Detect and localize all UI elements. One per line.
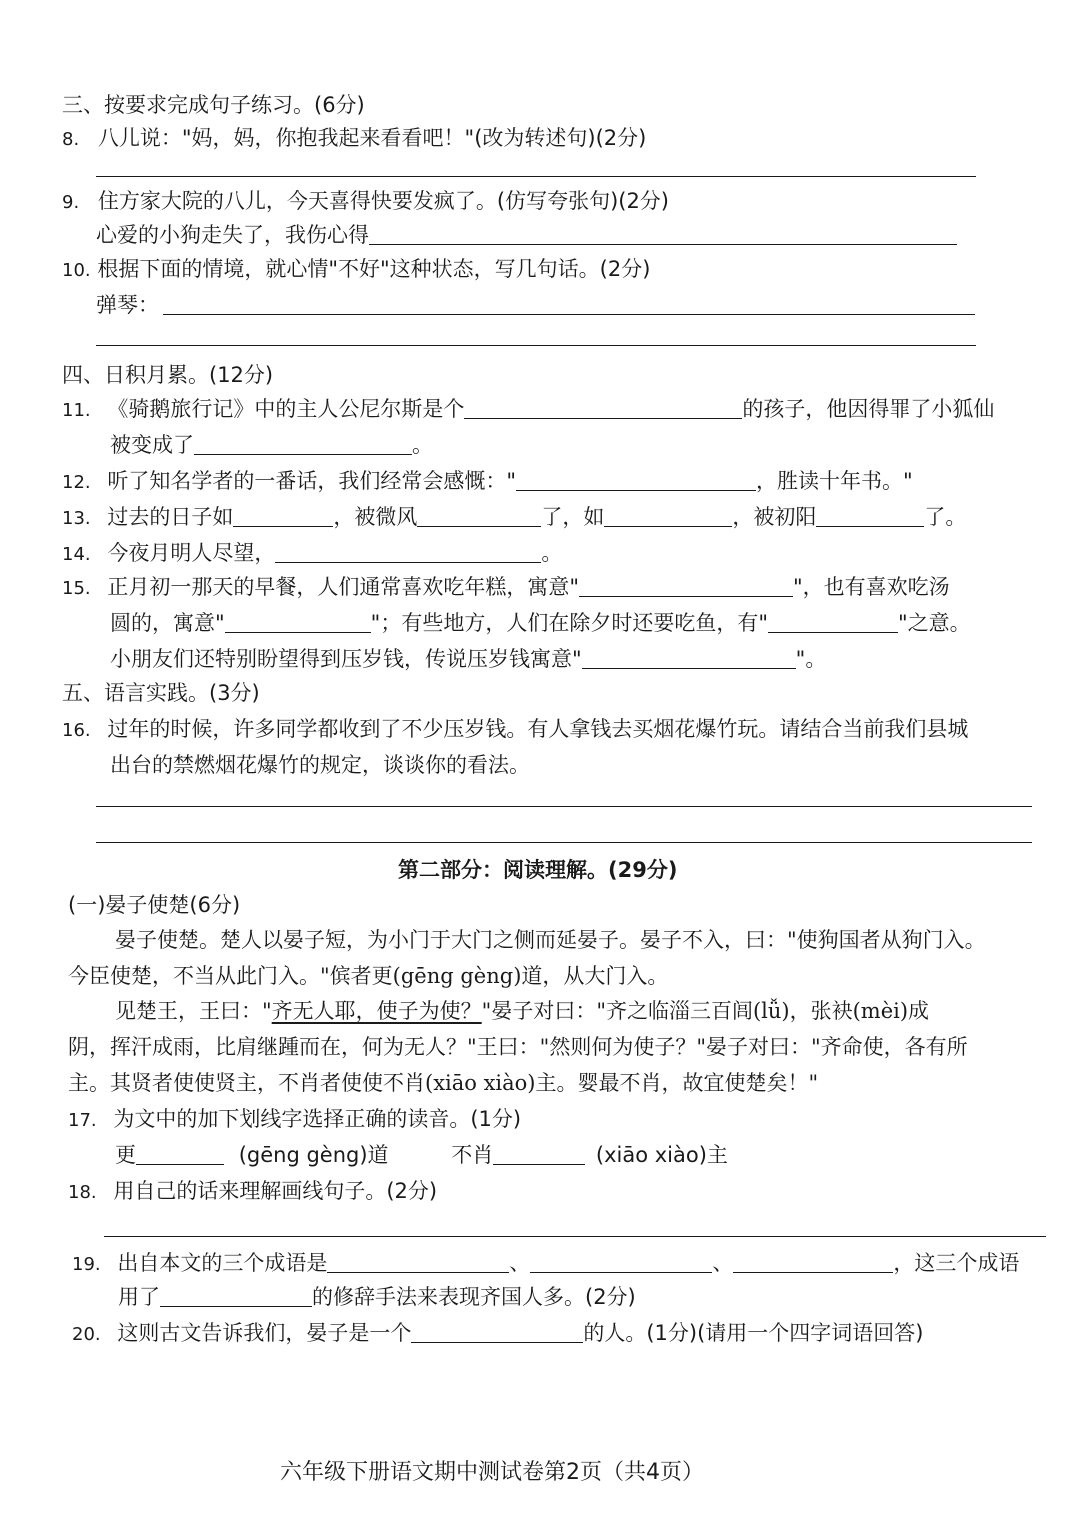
passage-line: 阴，挥汗成雨，比肩继踵而在，何为无人？"王曰："然则何为使子？"晏子对曰："齐命使，各有所 [68,1035,968,1059]
answer-blank[interactable] [768,610,898,633]
answer-blank[interactable] [163,292,975,315]
question-text: 用了 [118,1285,160,1309]
answer-line[interactable] [96,345,976,346]
answer-blank[interactable] [816,504,924,527]
question-text: "，也有喜欢吃汤 [793,575,950,599]
answer-blank[interactable] [411,1320,583,1343]
question-13 [62,502,966,534]
answer-blank[interactable] [233,504,333,527]
question-text: 根据下面的情境，就心情"不好"这种状态，写几句话。(2分) [97,257,651,281]
answer-line[interactable] [96,176,976,177]
question-text: 《骑鹅旅行记》中的主人公尼尔斯是个 [107,397,465,421]
question-text: 用自己的话来理解画线句子。(2分) [113,1179,438,1203]
question-8 [62,123,646,155]
answer-blank[interactable] [493,1142,585,1165]
question-text: 这则古文告诉我们，晏子是一个 [117,1321,412,1345]
pinyin-options: (xiāo xiào)主 [595,1143,728,1167]
prompt-text: 弹琴： [96,293,159,317]
answer-blank[interactable] [733,1250,893,1273]
question-text: 的孩子，他因得罪了小狐仙 [742,397,995,421]
question-text: 过年的时候，许多同学都收到了不少压岁钱。有人拿钱去买烟花爆竹玩。请结合当前我们县城 [107,717,969,741]
passage-text: 见楚王，王曰：" [115,999,272,1023]
question-text: 了。 [924,505,967,529]
question-20 [72,1318,923,1350]
answer-blank[interactable] [604,504,732,527]
answer-blank[interactable] [516,468,756,491]
answer-blank[interactable] [579,574,793,597]
question-text: 出自本文的三个成语是 [117,1251,328,1275]
answer-blank[interactable] [194,432,412,455]
answer-blank[interactable] [582,646,796,669]
question-number: 9. [62,192,80,213]
question-number: 20. [72,1324,101,1345]
question-text: 不肖 [451,1143,494,1167]
question-text: 八儿说："妈，妈，你抱我起来看看吧！"(改为转述句)(2分) [97,126,647,150]
question-text: 为文中的加下划线字选择正确的读音。(1分) [113,1107,522,1131]
question-16 [62,714,968,746]
question-number: 16. [62,720,91,741]
question-number: 18. [68,1182,97,1203]
question-15-cont [110,608,971,638]
question-text: 正月初一那天的早餐，人们通常喜欢吃年糕，寓意" [107,575,579,599]
question-11-cont [110,430,433,460]
question-text: "之意。 [898,611,971,635]
question-10-prompt [96,290,975,320]
question-17-options [115,1140,728,1170]
question-18 [68,1176,437,1208]
answer-line[interactable] [96,806,1032,807]
passage-text: "晏子对曰："齐之临淄三百闾(lǚ)，张袂(mèi)成 [481,999,930,1023]
question-text: 。 [412,433,433,457]
separator: 、 [509,1251,531,1275]
question-text: 小朋友们还特别盼望得到压岁钱，传说压岁钱寓意" [110,647,582,671]
question-text: ，被初阳 [732,505,817,529]
passage-line [115,996,929,1026]
answer-line[interactable] [96,842,1032,843]
question-number: 10. [62,260,91,281]
answer-blank[interactable] [417,504,541,527]
answer-blank[interactable] [225,610,371,633]
underlined-sentence: 齐无人耶，使子为使？ [271,999,482,1023]
answer-blank[interactable] [369,222,957,245]
question-19-cont [118,1282,636,1312]
answer-blank[interactable] [160,1284,312,1307]
question-text: 圆的，寓意" [110,611,225,635]
question-number: 15. [62,578,91,599]
page-footer: 六年级下册语文期中测试卷第2页（共4页） [280,1460,704,1485]
question-number: 19. [72,1254,101,1275]
question-text: 今夜月明人尽望， [107,541,276,565]
question-text: 被变成了 [110,433,194,457]
question-12 [62,466,913,498]
part-2-heading: 第二部分：阅读理解。(29分) [398,858,678,882]
answer-blank[interactable] [136,1142,224,1165]
question-14 [62,538,562,570]
passage-line: 今臣使楚，不当从此门入。"傧者更(gēng gèng)道，从大门入。 [68,964,669,988]
question-9 [62,186,669,218]
question-text: 过去的日子如 [107,505,234,529]
question-number: 8. [62,129,80,150]
question-text: ，被微风 [333,505,418,529]
section-4-heading: 四、日积月累。(12分) [62,363,274,387]
question-text: 。 [541,541,563,565]
question-17 [68,1104,521,1136]
answer-blank[interactable] [530,1250,712,1273]
question-11 [62,394,994,426]
question-text: 听了知名学者的一番话，我们经常会感慨：" [107,469,516,493]
question-text: 更 [115,1143,136,1167]
question-text: 住方家大院的八儿，今天喜得快要发疯了。(仿写夸张句)(2分) [97,189,670,213]
answer-line[interactable] [104,1236,1046,1237]
question-19 [72,1248,1019,1280]
answer-blank[interactable] [275,540,541,563]
question-number: 13. [62,508,91,529]
question-text: 的人。(1分)(请用一个四字词语回答) [583,1321,924,1345]
answer-blank[interactable] [464,396,742,419]
question-number: 11. [62,400,91,421]
question-number: 14. [62,544,91,565]
question-number: 12. [62,472,91,493]
answer-blank[interactable] [327,1250,509,1273]
question-text: ，胜读十年书。" [756,469,913,493]
prompt-text: 心爱的小狗走失了，我伤心得 [96,223,369,247]
reading-1-title: (一)晏子使楚(6分) [68,893,241,917]
section-5-heading: 五、语言实践。(3分) [62,681,260,705]
question-text: 的修辞手法来表现齐国人多。(2分) [312,1285,636,1309]
question-16-cont: 出台的禁燃烟花爆竹的规定，谈谈你的看法。 [110,753,530,777]
question-15-cont2 [110,644,826,674]
question-text: 了，如 [541,505,605,529]
question-text: "；有些地方，人们在除夕时还要吃鱼，有" [370,611,768,635]
pinyin-options: (gēng gèng)道 [238,1143,389,1167]
question-text: ，这三个成语 [893,1251,1020,1275]
question-15 [62,572,950,604]
question-9-prompt [96,220,957,250]
question-10 [62,254,650,286]
section-3-heading: 三、按要求完成句子练习。(6分) [62,93,365,117]
question-number: 17. [68,1110,97,1131]
passage-line: 晏子使楚。楚人以晏子短，为小门于大门之侧而延晏子。晏子不入，曰："使狗国者从狗门入。 [115,928,986,952]
passage-line: 主。其贤者使使贤主，不肖者使使不肖(xiāo xiào)主。婴最不肖，故宜使楚矣！" [68,1071,819,1095]
question-text: "。 [795,647,827,671]
separator: 、 [712,1251,734,1275]
